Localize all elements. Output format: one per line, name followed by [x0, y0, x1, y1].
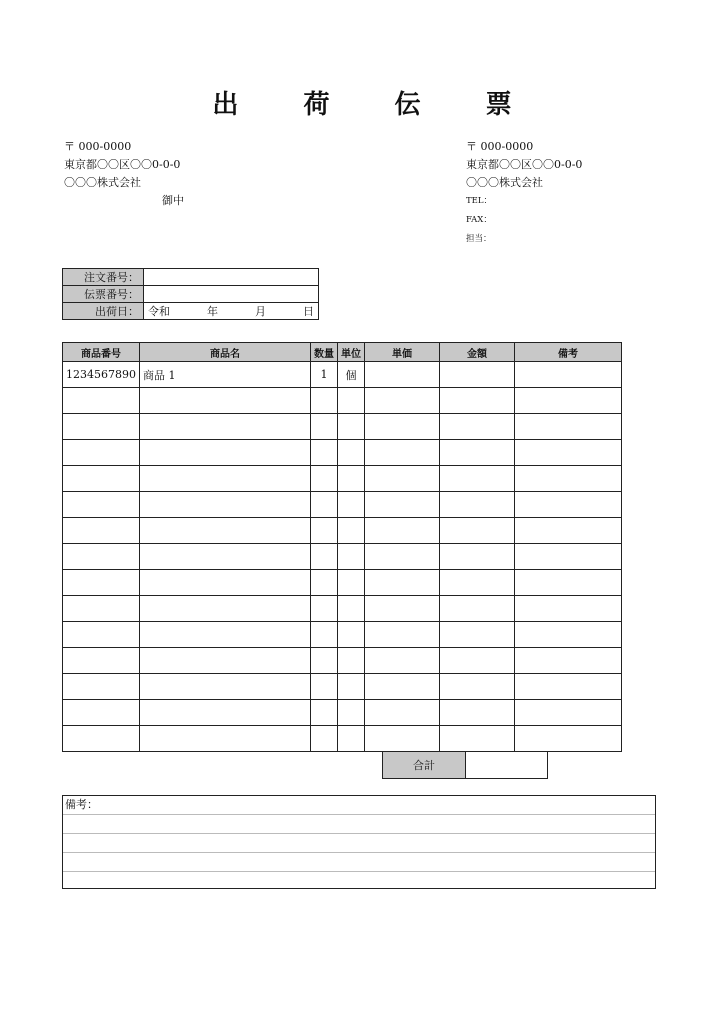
year-label: 年	[207, 305, 218, 318]
item-code-cell[interactable]	[63, 674, 140, 700]
sender-tel-label: TEL：	[466, 196, 493, 206]
amount-cell[interactable]	[440, 466, 515, 492]
header-unit: 単位	[338, 343, 365, 362]
header-item-name: 商品名	[140, 343, 311, 362]
unit-cell[interactable]	[338, 726, 365, 752]
notes-label: 備考：	[63, 796, 655, 815]
quantity-cell[interactable]	[311, 388, 338, 414]
recipient-company: 〇〇〇株式会社	[64, 176, 141, 189]
item-name-cell[interactable]	[140, 492, 311, 518]
amount-cell[interactable]	[440, 414, 515, 440]
notes-box	[62, 795, 656, 889]
table-row	[63, 492, 622, 518]
sender-contact-label: 担当：	[466, 234, 492, 244]
unit-cell[interactable]	[338, 570, 365, 596]
header-unit-price: 単価	[365, 343, 440, 362]
unit-price-cell[interactable]	[365, 492, 440, 518]
order-number-row	[63, 269, 319, 286]
amount-cell[interactable]	[440, 596, 515, 622]
unit-price-cell[interactable]	[365, 648, 440, 674]
unit-price-cell[interactable]	[365, 362, 440, 388]
recipient-address: 東京都〇〇区〇〇0-0-0	[64, 158, 181, 171]
item-name-cell[interactable]	[140, 544, 311, 570]
item-name-cell[interactable]	[140, 648, 311, 674]
total-label: 合計	[383, 752, 466, 779]
table-row	[63, 466, 622, 492]
table-row	[63, 518, 622, 544]
order-info-table	[62, 268, 319, 320]
slip-number-field[interactable]	[144, 286, 319, 303]
amount-cell[interactable]	[440, 570, 515, 596]
item-name-cell[interactable]	[140, 674, 311, 700]
quantity-cell[interactable]	[311, 726, 338, 752]
item-name-cell[interactable]	[140, 700, 311, 726]
item-code-cell[interactable]	[63, 544, 140, 570]
remarks-cell[interactable]	[515, 518, 622, 544]
quantity-cell[interactable]	[311, 544, 338, 570]
remarks-cell[interactable]	[515, 388, 622, 414]
amount-cell[interactable]	[440, 648, 515, 674]
table-row	[63, 362, 622, 388]
unit-cell[interactable]	[338, 596, 365, 622]
table-row	[63, 622, 622, 648]
item-code-cell[interactable]	[63, 466, 140, 492]
recipient-postal: 〒 000-0000	[64, 140, 132, 153]
item-name-cell[interactable]: 商品 1	[140, 362, 311, 388]
item-code-cell[interactable]	[63, 388, 140, 414]
notes-line[interactable]	[63, 815, 655, 834]
sender-postal: 〒 000-0000	[466, 140, 534, 153]
sender-company: 〇〇〇株式会社	[466, 176, 543, 189]
unit-cell[interactable]	[338, 700, 365, 726]
unit-cell[interactable]	[338, 674, 365, 700]
recipient-honorific: 御中	[162, 194, 184, 207]
quantity-cell[interactable]	[311, 596, 338, 622]
item-code-cell[interactable]	[63, 414, 140, 440]
quantity-cell[interactable]	[311, 700, 338, 726]
table-row	[63, 570, 622, 596]
unit-cell[interactable]	[338, 622, 365, 648]
amount-cell[interactable]	[440, 388, 515, 414]
items-table	[62, 342, 622, 752]
unit-cell[interactable]	[338, 388, 365, 414]
amount-cell[interactable]	[440, 440, 515, 466]
table-row	[63, 726, 622, 752]
page-title: 出 荷 伝 票	[212, 90, 540, 120]
items-header-row	[63, 343, 622, 362]
item-code-cell[interactable]	[63, 726, 140, 752]
era-label: 令和	[148, 305, 170, 318]
item-code-cell[interactable]	[63, 518, 140, 544]
month-label: 月	[255, 305, 266, 318]
sender-address: 東京都〇〇区〇〇0-0-0	[466, 158, 583, 171]
unit-price-cell[interactable]	[365, 440, 440, 466]
item-name-cell[interactable]	[140, 726, 311, 752]
table-row	[63, 596, 622, 622]
order-number-field[interactable]	[144, 269, 319, 286]
unit-price-cell[interactable]	[365, 674, 440, 700]
quantity-cell[interactable]	[311, 570, 338, 596]
recipient-block	[64, 138, 184, 210]
item-name-cell[interactable]	[140, 466, 311, 492]
remarks-cell[interactable]	[515, 648, 622, 674]
table-row	[63, 544, 622, 570]
remarks-cell[interactable]	[515, 596, 622, 622]
quantity-cell[interactable]	[311, 622, 338, 648]
unit-price-cell[interactable]	[365, 700, 440, 726]
item-name-cell[interactable]	[140, 518, 311, 544]
unit-price-cell[interactable]	[365, 388, 440, 414]
remarks-cell[interactable]	[515, 570, 622, 596]
item-code-cell[interactable]	[63, 648, 140, 674]
item-code-cell[interactable]	[63, 570, 140, 596]
table-row	[63, 440, 622, 466]
item-name-cell[interactable]	[140, 414, 311, 440]
ship-date-row	[63, 303, 319, 320]
remarks-cell[interactable]	[515, 622, 622, 648]
remarks-cell[interactable]	[515, 492, 622, 518]
quantity-cell[interactable]: 1	[311, 362, 338, 388]
unit-price-cell[interactable]	[365, 570, 440, 596]
ship-date-field[interactable]	[144, 303, 319, 320]
unit-cell[interactable]	[338, 466, 365, 492]
slip-number-label: 伝票番号：	[63, 286, 144, 303]
day-label: 日	[303, 305, 314, 318]
amount-cell[interactable]	[440, 700, 515, 726]
table-row	[63, 674, 622, 700]
amount-cell[interactable]	[440, 674, 515, 700]
notes-line[interactable]	[63, 834, 655, 853]
unit-cell[interactable]	[338, 492, 365, 518]
amount-cell[interactable]	[440, 492, 515, 518]
unit-cell[interactable]	[338, 518, 365, 544]
amount-cell[interactable]	[440, 544, 515, 570]
unit-price-cell[interactable]	[365, 518, 440, 544]
quantity-cell[interactable]	[311, 648, 338, 674]
item-code-cell[interactable]	[63, 440, 140, 466]
item-code-cell[interactable]	[63, 492, 140, 518]
remarks-cell[interactable]	[515, 414, 622, 440]
header-remarks: 備考	[515, 343, 622, 362]
header-item-code: 商品番号	[63, 343, 140, 362]
header-amount: 金額	[440, 343, 515, 362]
remarks-cell[interactable]	[515, 700, 622, 726]
unit-cell[interactable]	[338, 414, 365, 440]
notes-line[interactable]	[63, 853, 655, 872]
remarks-cell[interactable]	[515, 466, 622, 492]
amount-cell[interactable]	[440, 362, 515, 388]
order-number-label: 注文番号：	[63, 269, 144, 286]
total-table	[382, 751, 548, 779]
unit-price-cell[interactable]	[365, 414, 440, 440]
item-code-cell[interactable]: 1234567890	[63, 362, 140, 388]
unit-price-cell[interactable]	[365, 596, 440, 622]
quantity-cell[interactable]	[311, 518, 338, 544]
item-name-cell[interactable]	[140, 596, 311, 622]
notes-line[interactable]	[63, 872, 655, 890]
unit-cell[interactable]	[338, 544, 365, 570]
quantity-cell[interactable]	[311, 440, 338, 466]
remarks-cell[interactable]	[515, 544, 622, 570]
remarks-cell[interactable]	[515, 726, 622, 752]
item-code-cell[interactable]	[63, 622, 140, 648]
item-code-cell[interactable]	[63, 596, 140, 622]
item-name-cell[interactable]	[140, 440, 311, 466]
amount-cell[interactable]	[440, 726, 515, 752]
amount-cell[interactable]	[440, 518, 515, 544]
amount-cell[interactable]	[440, 622, 515, 648]
table-row	[63, 388, 622, 414]
header-quantity: 数量	[311, 343, 338, 362]
table-row	[63, 648, 622, 674]
unit-cell[interactable]: 個	[338, 362, 365, 388]
unit-cell[interactable]	[338, 648, 365, 674]
item-code-cell[interactable]	[63, 700, 140, 726]
remarks-cell[interactable]	[515, 674, 622, 700]
slip-number-row	[63, 286, 319, 303]
unit-price-cell[interactable]	[365, 466, 440, 492]
table-row	[63, 700, 622, 726]
quantity-cell[interactable]	[311, 466, 338, 492]
remarks-cell[interactable]	[515, 362, 622, 388]
unit-price-cell[interactable]	[365, 726, 440, 752]
sender-fax-label: FAX：	[466, 215, 492, 225]
sender-block	[466, 138, 582, 249]
table-row	[63, 414, 622, 440]
item-name-cell[interactable]	[140, 622, 311, 648]
unit-price-cell[interactable]	[365, 544, 440, 570]
remarks-cell[interactable]	[515, 440, 622, 466]
item-name-cell[interactable]	[140, 570, 311, 596]
ship-date-label: 出荷日：	[63, 303, 144, 320]
quantity-cell[interactable]	[311, 414, 338, 440]
quantity-cell[interactable]	[311, 492, 338, 518]
total-value-cell[interactable]	[466, 752, 548, 779]
total-row	[383, 752, 548, 779]
item-name-cell[interactable]	[140, 388, 311, 414]
unit-price-cell[interactable]	[365, 622, 440, 648]
quantity-cell[interactable]	[311, 674, 338, 700]
unit-cell[interactable]	[338, 440, 365, 466]
